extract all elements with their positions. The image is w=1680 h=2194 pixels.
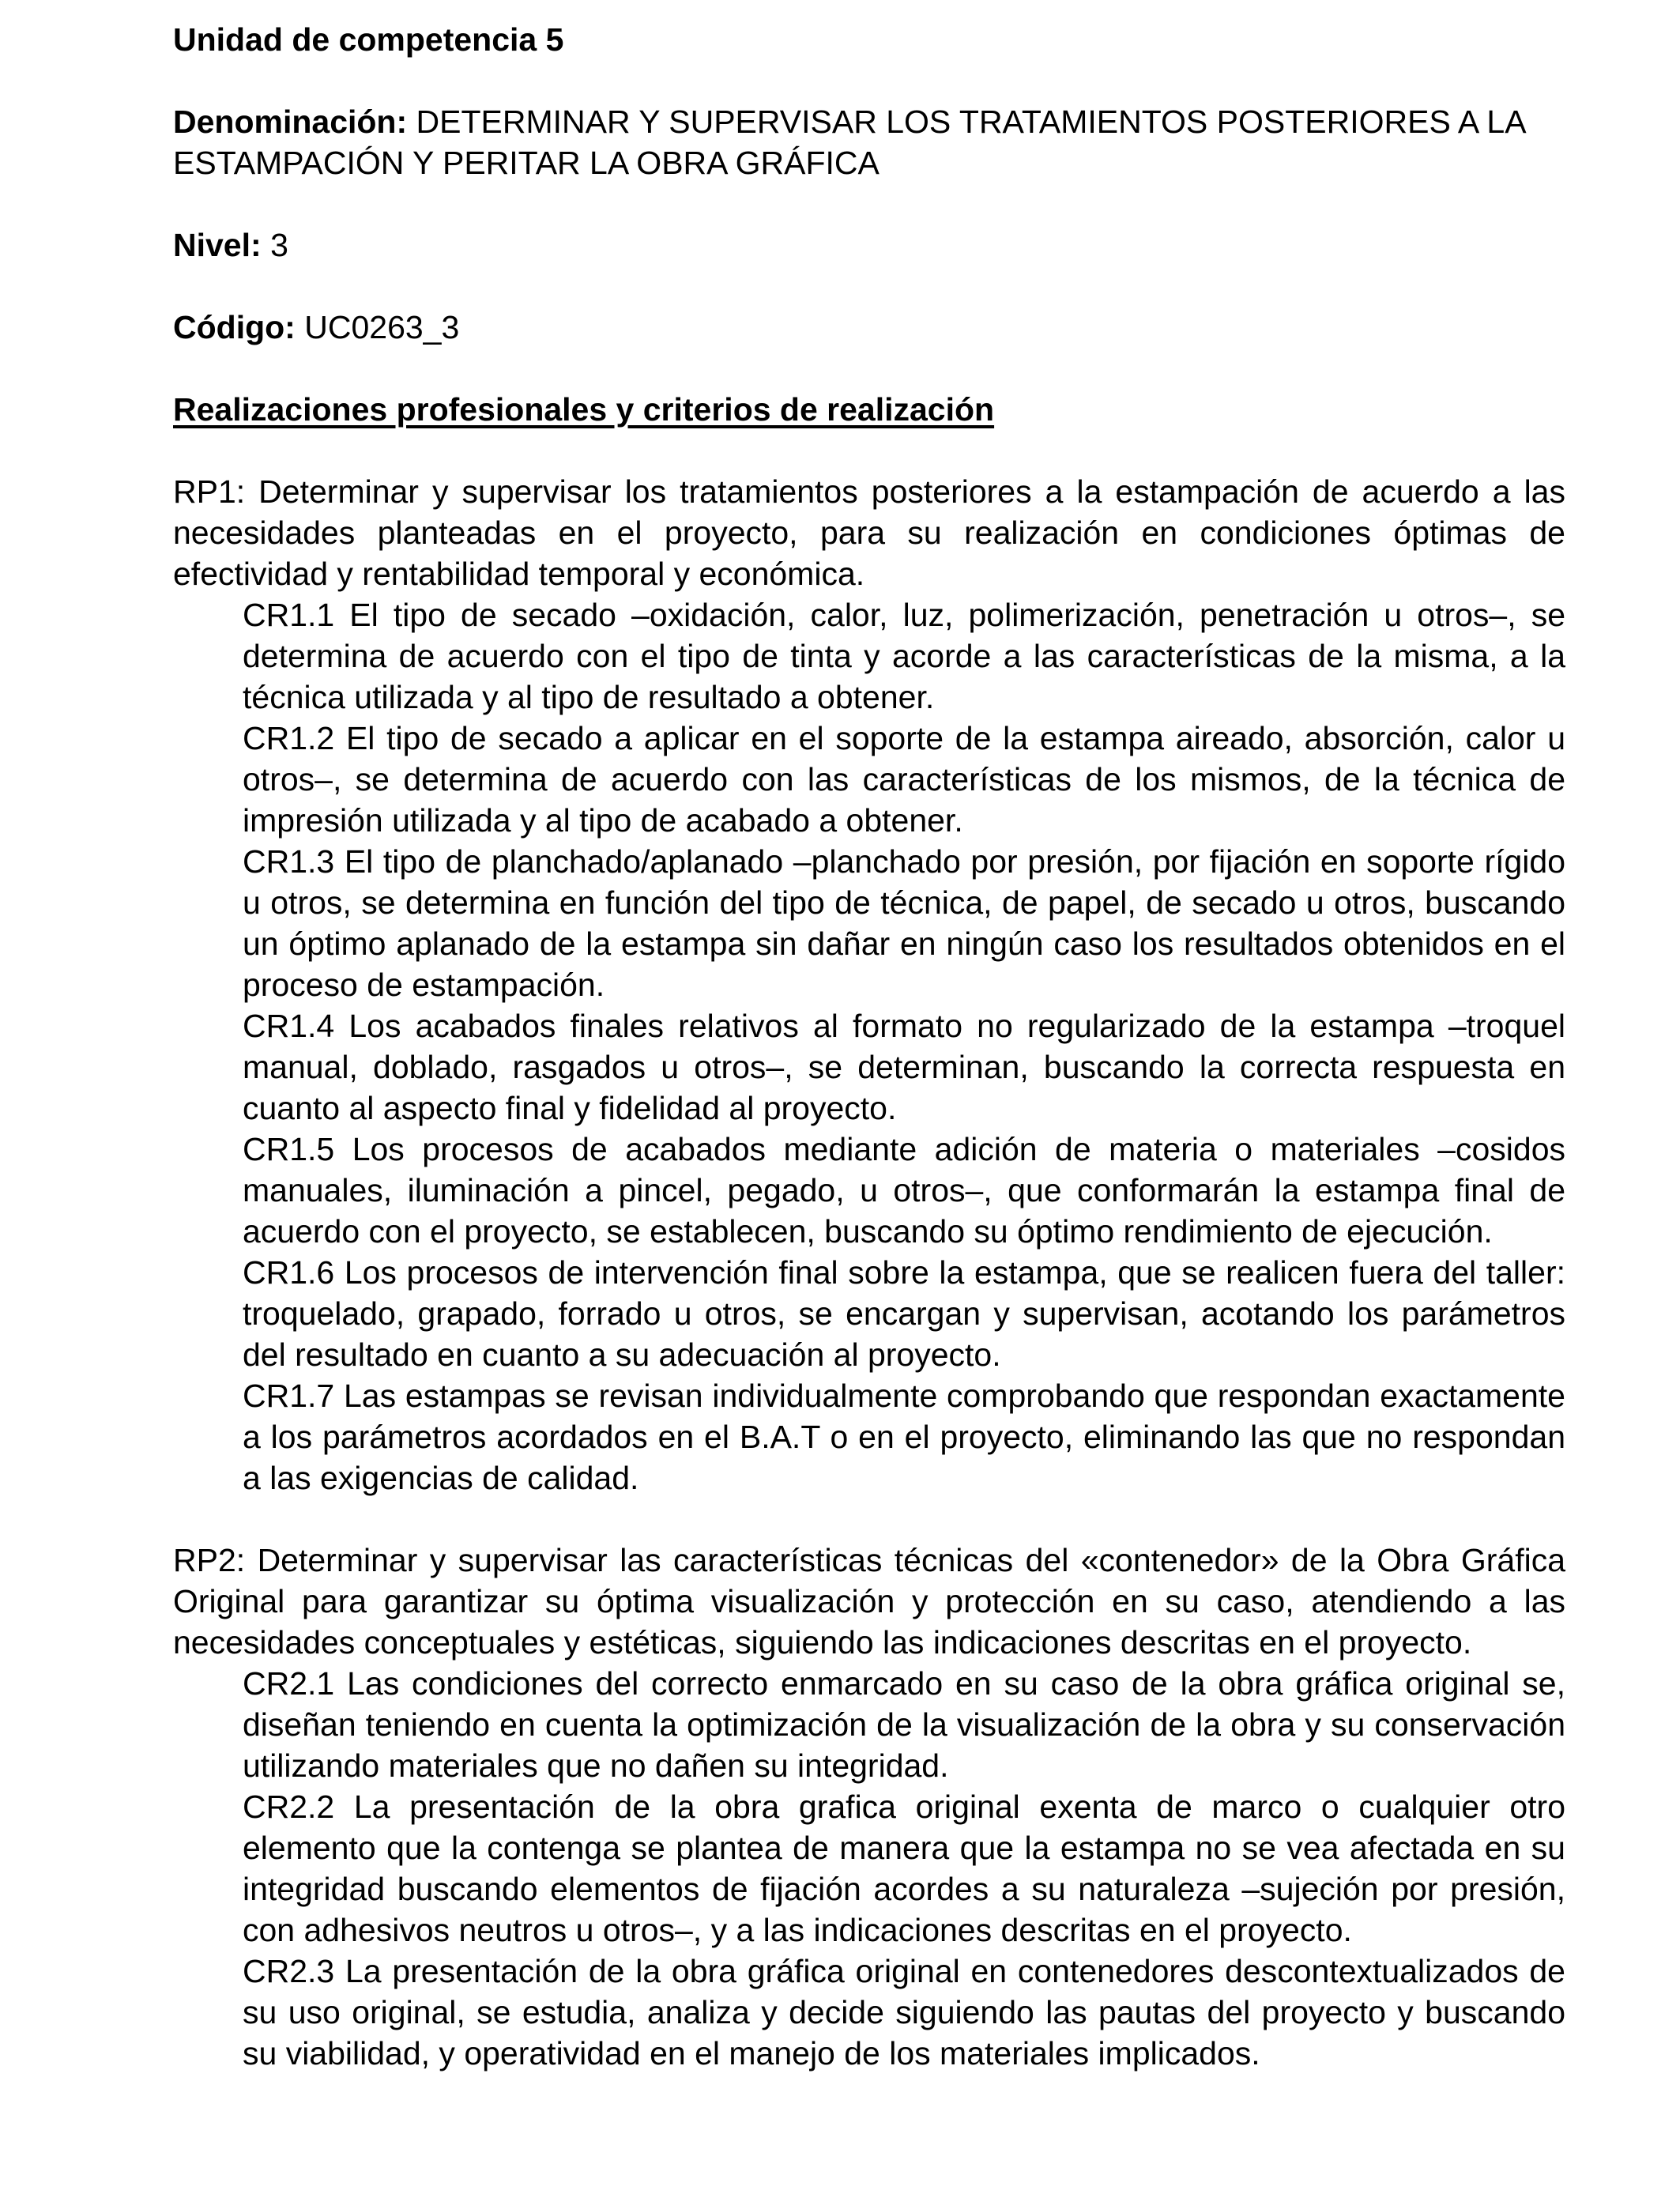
denominacion-label: Denominación: xyxy=(173,104,408,140)
cr1-1: CR1.1 El tipo de secado –oxidación, calor, luz, polimerización, penetración u otros–, se determina de acuerdo con el tipo de tinta y acorde a las características de la misma, a la técnica utilizada y al tipo de resultado a obtener. xyxy=(243,597,1565,715)
cr1-5: CR1.5 Los procesos de acabados mediante adición de materia o materiales –cosidos manuales, iluminación a pincel, pegado, u otros–, que conformarán la estampa final de acuerdo con el proyecto, se establecen, buscando su óptimo rendimiento de ejecución. xyxy=(243,1131,1565,1250)
cr2-3: CR2.3 La presentación de la obra gráfica original en contenedores descontextualizados de su uso original, se estudia, analiza y decide siguiendo las pautas del proyecto y buscando su viabilidad, y operatividad en el manejo de los materiales implicados. xyxy=(243,1953,1565,2071)
nivel-field xyxy=(173,224,1565,266)
codigo-label: Código: xyxy=(173,309,296,345)
section-heading: Realizaciones profesionales y criterios de realización xyxy=(173,391,995,428)
rp2-block xyxy=(173,1540,1565,2074)
nivel-value: 3 xyxy=(270,227,288,263)
cr1-6: CR1.6 Los procesos de intervención final sobre la estampa, que se realicen fuera del taller: troquelado, grapado, forrado u otros, se encargan y supervisan, acotando los parámetros del resultado en cuanto a su adecuación al proyecto. xyxy=(243,1254,1565,1373)
unit-title: Unidad de competencia 5 xyxy=(173,21,564,58)
document-page xyxy=(173,19,1565,2074)
rp2-text: RP2: Determinar y supervisar las características técnicas del «contenedor» de la Obra Gráfica Original para garantizar su óptima visualización y protección en su caso, atendiendo a las necesidades conceptuales y estéticas, siguiendo las indicaciones descritas en el proyecto. xyxy=(173,1542,1565,1661)
cr1-2: CR1.2 El tipo de secado a aplicar en el soporte de la estampa aireado, absorción, calor u otros–, se determina de acuerdo con las características de los mismos, de la técnica de impresión utilizada y al tipo de acabado a obtener. xyxy=(243,720,1565,839)
denominacion-field xyxy=(173,101,1565,183)
cr2-1: CR2.1 Las condiciones del correcto enmarcado en su caso de la obra gráfica original se, diseñan teniendo en cuenta la optimización de la visualización de la obra y su conservación utilizando materiales que no dañen su integridad. xyxy=(243,1665,1565,1784)
codigo-value: UC0263_3 xyxy=(304,309,460,345)
nivel-label: Nivel: xyxy=(173,227,262,263)
rp1-text: RP1: Determinar y supervisar los tratamientos posteriores a la estampación de acuerdo a las necesidades planteadas en el proyecto, para su realización en condiciones óptimas de efectividad y rentabilidad temporal y económica. xyxy=(173,473,1565,592)
cr1-3: CR1.3 El tipo de planchado/aplanado –planchado por presión, por fijación en soporte rígido u otros, se determina en función del tipo de técnica, de papel, de secado u otros, buscando un óptimo aplanado de la estampa sin dañar en ningún caso los resultados obtenidos en el proceso de estampación. xyxy=(243,843,1565,1003)
rp1-block xyxy=(173,471,1565,1498)
cr1-7: CR1.7 Las estampas se revisan individualmente comprobando que respondan exactamente a los parámetros acordados en el B.A.T o en el proyecto, eliminando las que no respondan a las exigencias de calidad. xyxy=(243,1378,1565,1496)
cr2-2: CR2.2 La presentación de la obra grafica original exenta de marco o cualquier otro elemento que la contenga se plantea de manera que la estampa no se vea afectada en su integridad buscando elementos de fijación acordes a su naturaleza –sujeción por presión, con adhesivos neutros u otros–, y a las indicaciones descritas en el proyecto. xyxy=(243,1789,1565,1948)
codigo-field xyxy=(173,307,1565,348)
cr1-4: CR1.4 Los acabados finales relativos al formato no regularizado de la estampa –troquel manual, doblado, rasgados u otros–, se determinan, buscando la correcta respuesta en cuanto al aspecto final y fidelidad al proyecto. xyxy=(243,1008,1565,1126)
denominacion-value: DETERMINAR Y SUPERVISAR LOS TRATAMIENTOS POSTERIORES A LA ESTAMPACIÓN Y PERITAR LA OBRA GRÁFICA xyxy=(173,104,1525,181)
